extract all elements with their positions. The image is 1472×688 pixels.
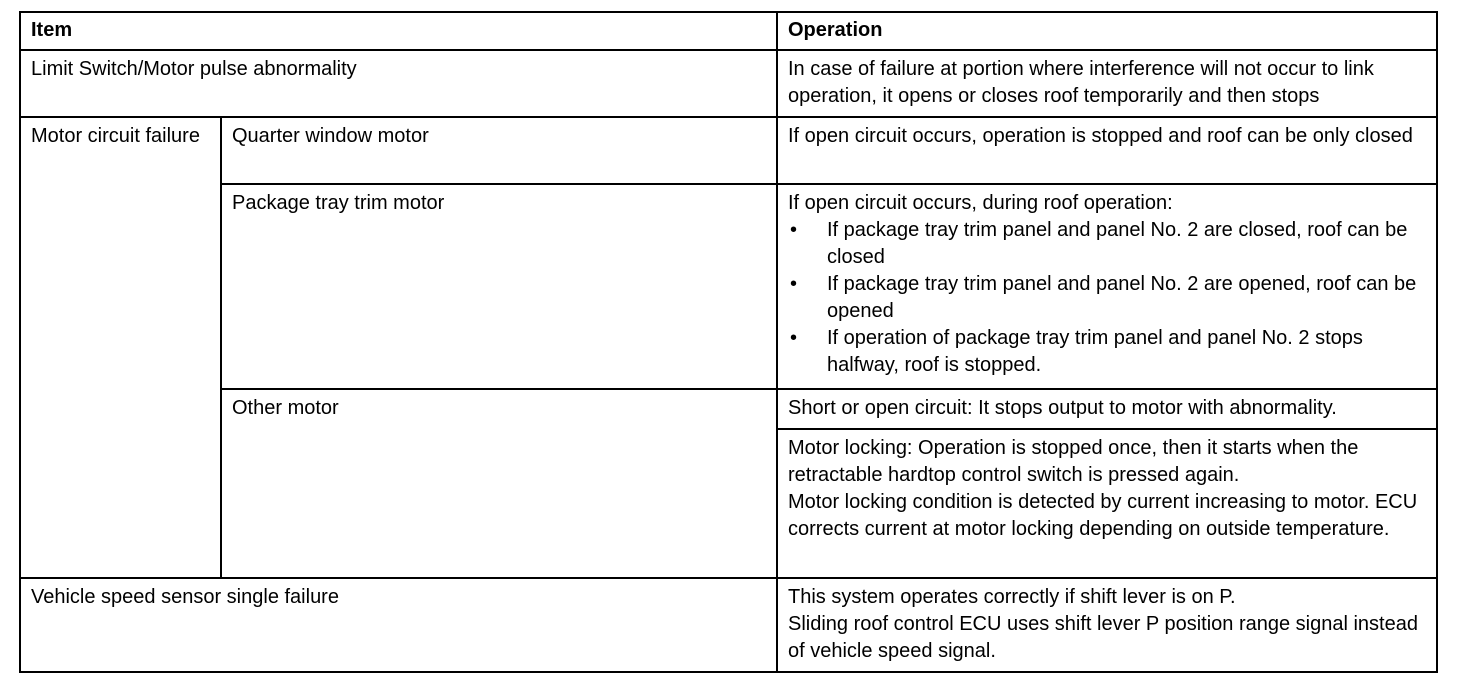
bullet-item — [788, 217, 1426, 271]
sub-item-cell: Quarter window motor — [221, 117, 777, 184]
item-cell: Limit Switch/Motor pulse abnormality — [20, 50, 777, 117]
sub-item-cell: Package tray trim motor — [221, 184, 777, 389]
operation-cell: In case of failure at portion where interference will not occur to link operation, it opens or closes roof temporarily and then stops — [777, 50, 1437, 117]
operation-cell — [777, 578, 1437, 672]
operation-cell: Short or open circuit: It stops output to motor with abnormality. — [777, 389, 1437, 429]
bullet-text: If operation of package tray trim panel and panel No. 2 stops halfway, roof is stopped. — [827, 327, 1363, 376]
table-row — [20, 389, 1437, 429]
item-cell: Motor circuit failure — [20, 117, 221, 578]
table-row — [20, 578, 1437, 672]
operation-text: Sliding roof control ECU uses shift lever P position range signal instead of vehicle speed signal. — [788, 613, 1418, 662]
bullet-icon: • — [790, 219, 798, 241]
operation-text: This system operates correctly if shift lever is on P. — [788, 586, 1236, 608]
bullet-text: If package tray trim panel and panel No. 2 are opened, roof can be opened — [827, 273, 1417, 322]
bullet-item — [788, 271, 1426, 325]
bullet-icon: • — [790, 327, 798, 349]
bullet-icon: • — [790, 273, 798, 295]
table-row — [20, 117, 1437, 184]
operation-cell — [777, 184, 1437, 389]
table-row — [20, 184, 1437, 389]
header-operation: Operation — [777, 12, 1437, 50]
table-row — [20, 50, 1437, 117]
failure-operation-table — [19, 11, 1438, 673]
item-cell: Vehicle speed sensor single failure — [20, 578, 777, 672]
header-row — [20, 12, 1437, 50]
operation-cell — [777, 429, 1437, 578]
operation-cell: If open circuit occurs, operation is stopped and roof can be only closed — [777, 117, 1437, 184]
operation-text: Motor locking: Operation is stopped once, then it starts when the retractable hardtop control switch is pressed again. — [788, 437, 1359, 486]
sub-item-cell: Other motor — [221, 389, 777, 578]
operation-text: Motor locking condition is detected by current increasing to motor. ECU corrects current at motor locking depending on outside temperature. — [788, 491, 1418, 540]
header-item: Item — [20, 12, 777, 50]
bullet-item — [788, 325, 1426, 379]
operation-intro: If open circuit occurs, during roof operation: — [788, 192, 1173, 214]
bullet-text: If package tray trim panel and panel No. 2 are closed, roof can be closed — [827, 219, 1408, 268]
